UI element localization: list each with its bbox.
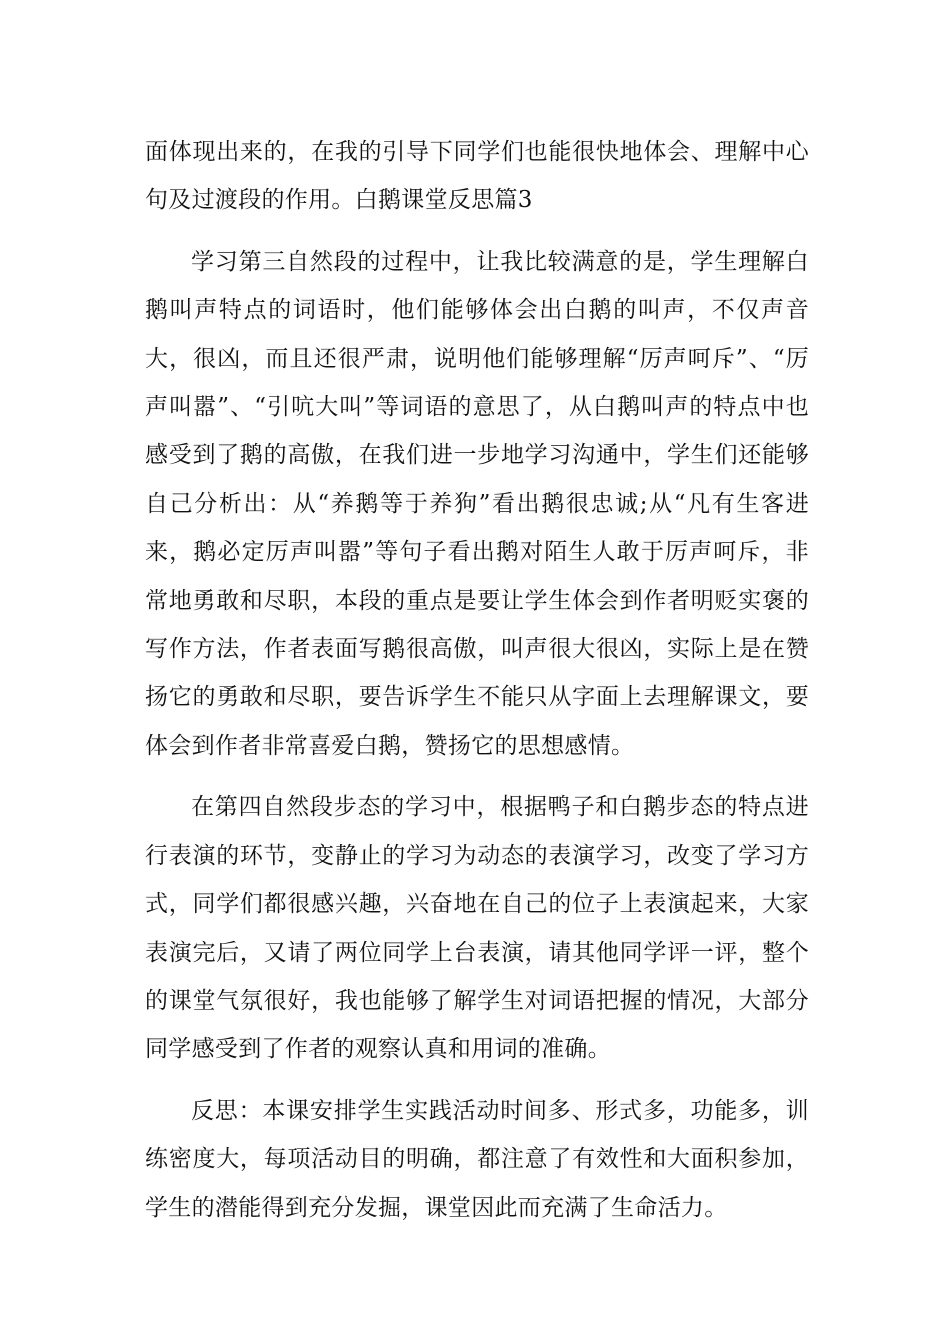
paragraph-continuation: 面体现出来的，在我的引导下同学们也能很快地体会、理解中心句及过渡段的作用。白鹅课堂反思篇3	[145, 139, 809, 214]
paragraph-reflection: 反思：本课安排学生实践活动时间多、形式多，功能多，训练密度大，每项活动目的明确，都注意了有效性和大面积参加，学生的潜能得到充分发掘，课堂因此而充满了生命活力。	[145, 1097, 809, 1221]
paragraph-fourth-section: 在第四自然段步态的学习中，根据鸭子和白鹅步态的特点进行表演的环节，变静止的学习为动态的表演学习，改变了学习方式，同学们都很感兴趣，兴奋地在自己的位子上表演起来，大家表演完后，又请了两位同学上台表演，请其他同学评一评，整个的课堂气氛很好，我也能够了解学生对词语把握的情况，大部分同学感受到了作者的观察认真和用词的准确。	[145, 794, 809, 1063]
paragraph-third-section: 学习第三自然段的过程中，让我比较满意的是，学生理解白鹅叫声特点的词语时，他们能够体会出白鹅的叫声，不仅声音大，很凶，而且还很严肃，说明他们能够理解“厉声呵斥”、“厉声叫嚣”、“引吭大叫”等词语的意思了，从白鹅叫声的特点中也感受到了鹅的高傲，在我们进一步地学习沟通中，学生们还能够自己分析出：从“养鹅等于养狗”看出鹅很忠诚;从“凡有生客进来，鹅必定厉声叫嚣”等句子看出鹅对陌生人敢于厉声呵斥，非常地勇敢和尽职，本段的重点是要让学生体会到作者明贬实褒的写作方法，作者表面写鹅很高傲，叫声很大很凶，实际上是在赞扬它的勇敢和尽职，要告诉学生不能只从字面上去理解课文，要体会到作者非常喜爱白鹅，赞扬它的思想感情。	[145, 248, 809, 759]
document-body	[145, 128, 809, 1245]
